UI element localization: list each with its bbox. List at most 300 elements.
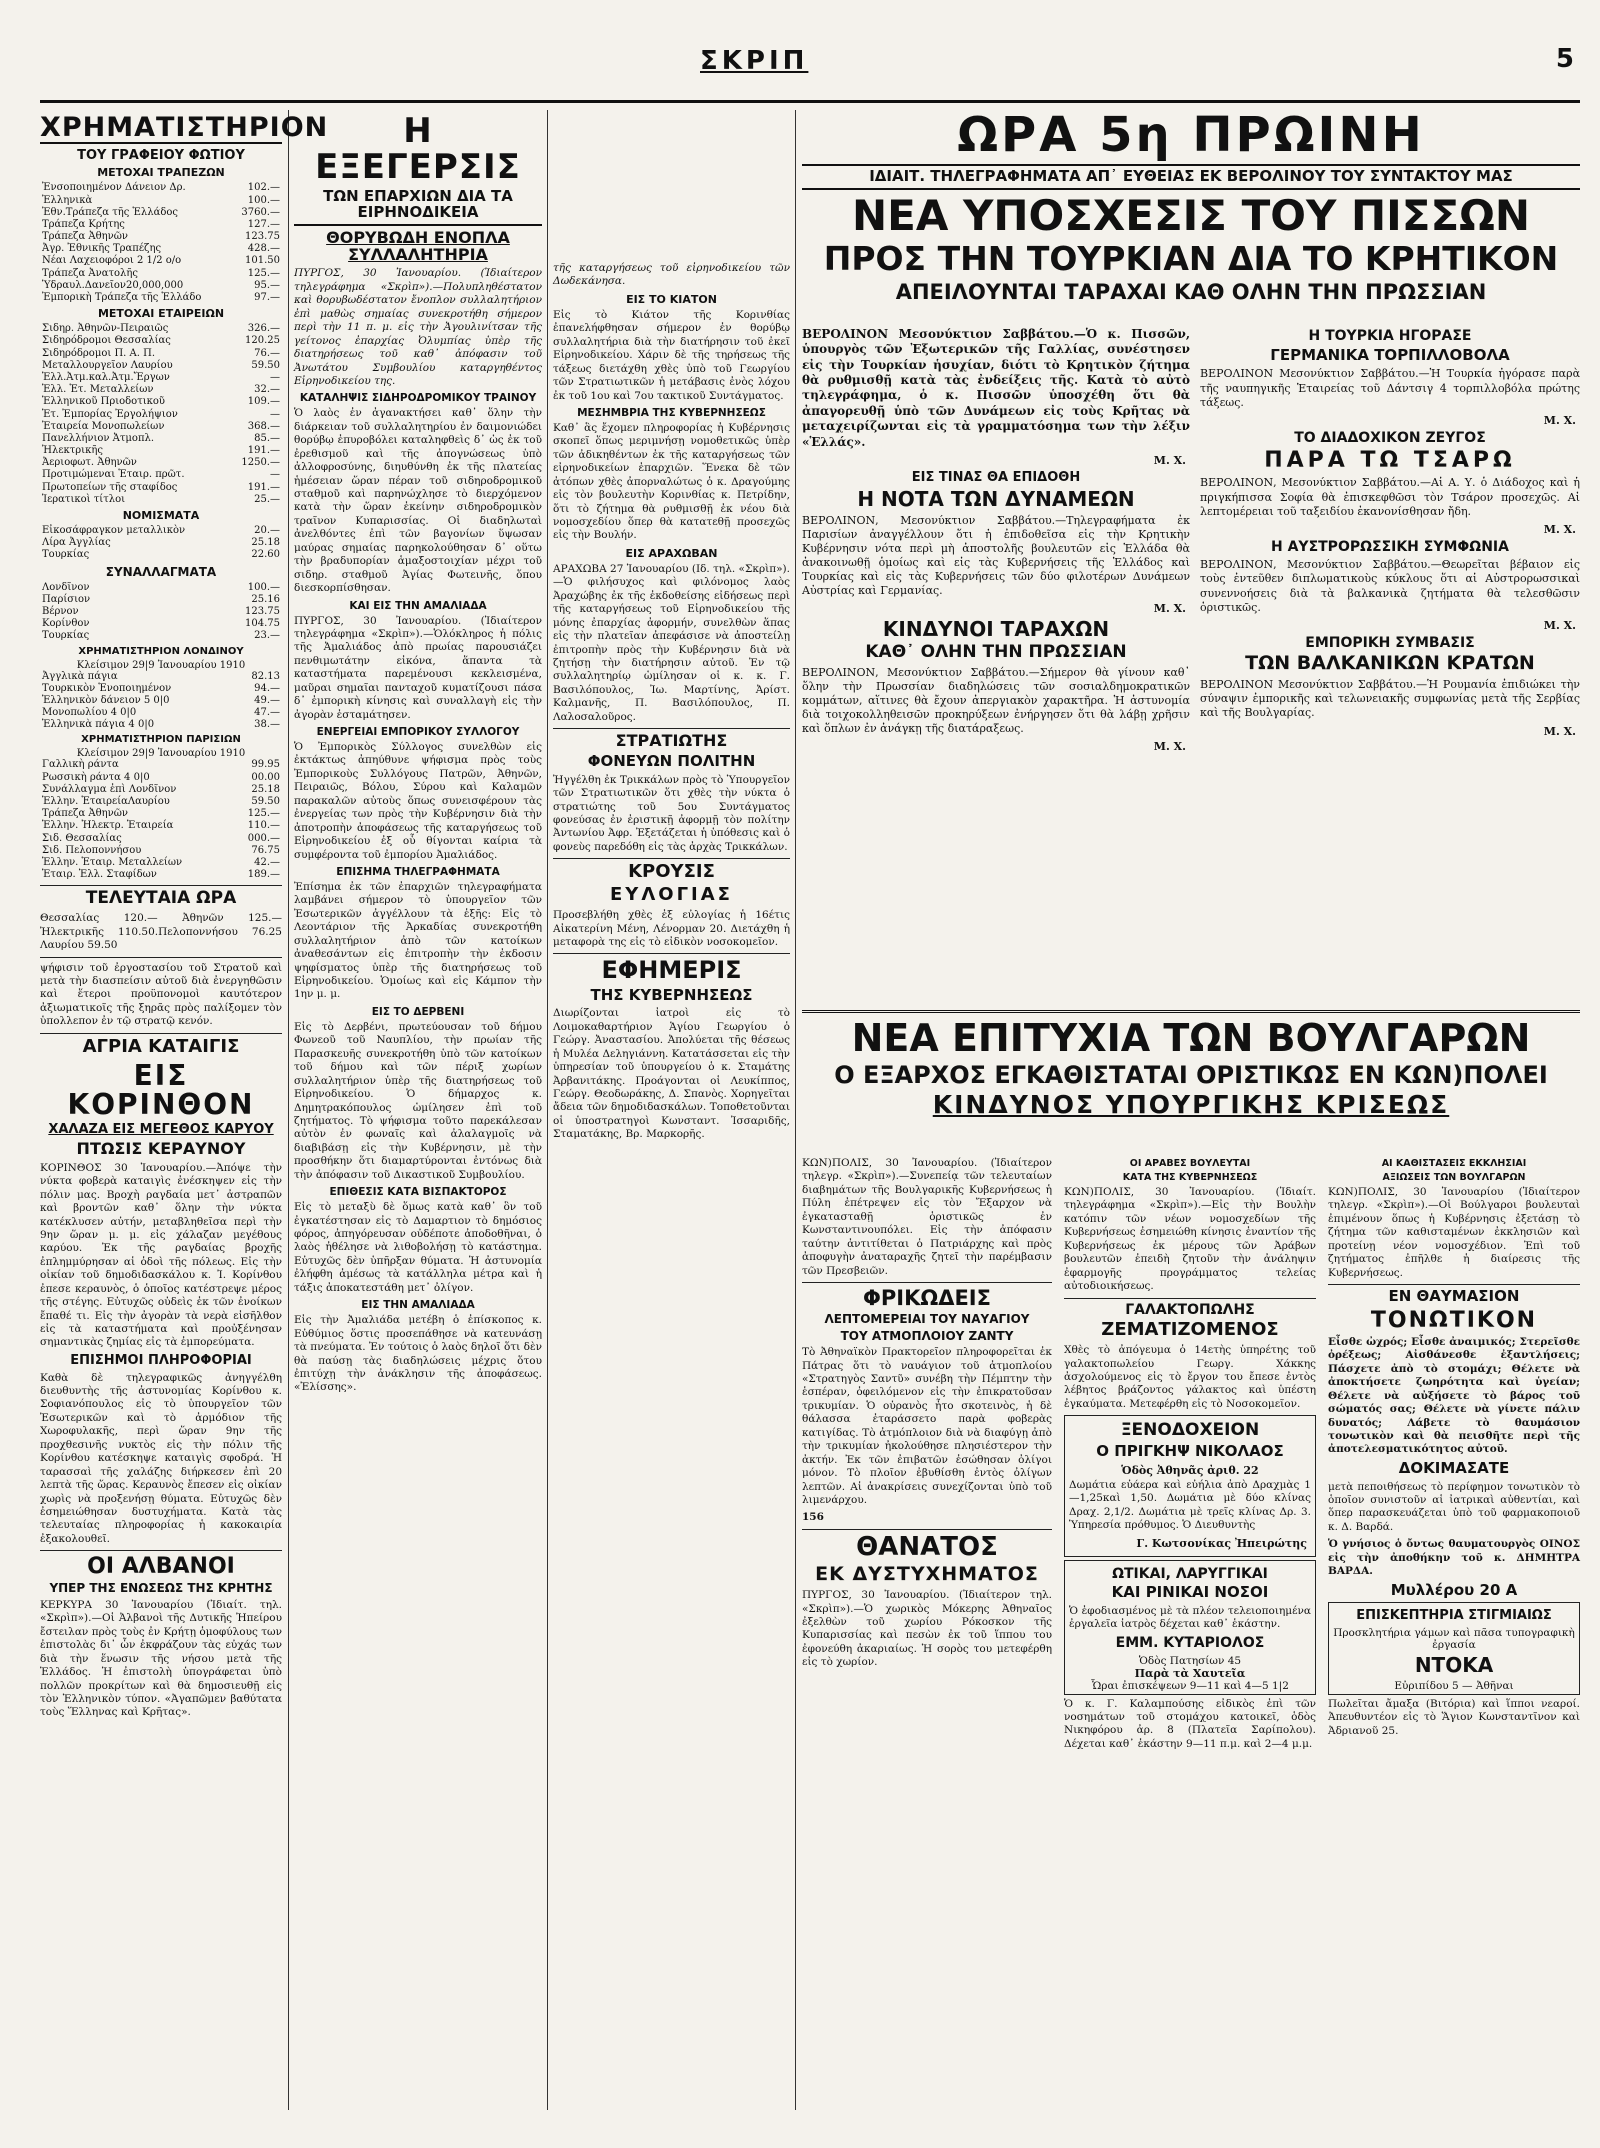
rate-row bbox=[40, 820, 282, 832]
bulg-heading: ΑΙ ΚΑΘΙΣΤΑΣΕΙΣ ΕΚΚΛΗΣΙΑΙ bbox=[1381, 1158, 1527, 1169]
col3-top-body: τῆς καταργήσεως τοῦ εἰρηνοδικείου τῶν Δωδεκάνησα. bbox=[553, 262, 790, 288]
rate-row bbox=[40, 457, 282, 469]
note-body: ΒΕΡΟΛΙΝΟΝ, Μεσονύκτιον Σαββάτου.—Τηλεγραφήματα ἐκ Παρισίων ἀναγγέλλουν ὅτι ἡ ἐπιδοθεῖσα εἰς τὴν Κρητικὴν Κυβέρνησιν νότα περὶ μὴ ἀποστολῆς βουλευτῶν εἰς Ἑλλάδα θὰ ἀνακοινωθῇ ὁμοίως καὶ εἰς τὰς Κυβερνήσεις τῆς Ἑλλάδος καὶ Τουρκίας καὶ εἰς τὰς Κυβερνήσεις τῶν δύο φιλοτέρων Δυνάμεων Αὐστρίας καὶ Γερμανίας. bbox=[802, 513, 1190, 597]
ent-body: Ὁ ἐφοδιασμένος μὲ τὰ πλέον τελειοποιημένα ἐργαλεῖα ἰατρὸς δέχεται καθ᾽ ἑκάστην. bbox=[1069, 1605, 1311, 1631]
stomach-body: Ὁ κ. Γ. Καλαμπούσης εἰδικὸς ἐπὶ τῶν νοσημάτων τοῦ στομάχου κατοικεῖ, ὁδὸς Νικηφόρου ἀρ. 8 (Πλατεῖα Σαρίπολου). Δέχεται καθ᾽ ἑκάστην 9—11 π.μ. καὶ 2—4 μ.μ. bbox=[1064, 1697, 1316, 1750]
try-body: μετὰ πεποιθήσεως τὸ περίφημον τονωτικὸν τὸ ὁποῖον συνιστοῦν αἱ ἰατρικαὶ αὐθεντίαι, καὶ ὅπερ παρασκευάζεται ὑπὸ τοῦ φαρμακοποιοῦ κ. Δ. Βαρδά. bbox=[1328, 1480, 1580, 1533]
gazette-heading: ΕΦΗΜΕΡΙΣ bbox=[601, 956, 742, 985]
rate-value: 104.75 bbox=[245, 618, 280, 630]
cards-ad bbox=[1328, 1602, 1580, 1695]
bulgarian-body-1: ΚΩΝ)ΠΟΛΙΣ, 30 Ἰανουαρίου. (Ἰδιαίτερον τηλεγρ. «Σκρὶπ»).—Συνεπείᾳ τῶν τελευταίων διαβημάτων τῆς Βουλγαρικῆς Κυβερνήσεως ἡ Πύλη ἐπέτρεψεν εἰς τὸν Ἔξαρχον νὰ ἐγκατασταθῇ ὁριστικῶς ἐν Κωνσταντινουπόλει. Εἰς τὴν ἀπόφασιν ταύτην ἀντιτίθεται ὁ Πατριάρχης καὶ πρὸς ἀποφυγὴν ἀναταραχῆς ζητεῖ τὴν παρέμβασιν τῶν Πρεσβειῶν. bbox=[802, 1157, 1052, 1277]
rate-value: 1250.— bbox=[241, 457, 280, 469]
rate-name: Ἐταιρεία Μονοπωλείων bbox=[42, 420, 165, 432]
amaliada-body: ΠΥΡΓΟΣ, 30 Ἰανουαρίου. (Ἰδιαίτερον τηλεγράφημα «Σκρὶπ»).—Ὁλόκληρος ἡ πόλις τῆς Ἀμαλιάδος ἀπὸ πρωίας παρουσιάζει πενθιμωτάτην εἰκόνα, ἅπαντα τὰ καταστήματα παρεμένουσι κεκλεισμένα, μαῦραι σημαῖαι πανταχοῦ κυματίζουσι πάσα δ᾽ ἐμπορικὴ κίνησις καὶ συναλλαγὴ εἰς τὴν ἀγορὰν ἐσταμάτησεν. bbox=[294, 614, 542, 721]
soldier-heading: ΣΤΡΑΤΙΩΤΗΣ bbox=[615, 731, 728, 751]
ent-doctor-name: ΕΜΜ. ΚΥΤΑΡΙΟΛΟΣ bbox=[1115, 1634, 1265, 1651]
try-heading: ΔΟΚΙΜΑΣΑΤΕ bbox=[1398, 1458, 1510, 1477]
zante-heading-2: ΛΕΠΤΟΜΕΡΕΙΑΙ ΤΟΥ ΝΑΥΑΓΙΟΥ bbox=[824, 1311, 1030, 1326]
newspaper-name: ΣΚΡΙΠ bbox=[700, 46, 809, 76]
column-rule bbox=[288, 110, 289, 2110]
rate-row bbox=[40, 537, 282, 549]
note-heading-2: Η ΝΟΤΑ ΤΩΝ ΔΥΝΑΜΕΩΝ bbox=[857, 486, 1135, 511]
rate-row bbox=[40, 869, 282, 881]
head-prussia-unrest: ΑΠΕΙΛΟΥΝΤΑΙ ΤΑΡΑΧΑΙ ΚΑΘ ΟΛΗΝ ΤΗΝ ΠΡΩΣΣΙΑΝ bbox=[895, 279, 1487, 304]
paris-table bbox=[40, 759, 282, 881]
rate-row bbox=[40, 594, 282, 606]
miracle-heading: ΕΝ ΘΑΥΜΑΣΙΟΝ bbox=[1388, 1287, 1520, 1306]
rate-value: 125.— bbox=[247, 808, 280, 820]
rate-name: Μεταλλουργεῖον Λαυρίου bbox=[42, 359, 173, 371]
newspaper-page bbox=[40, 40, 1580, 2120]
rate-name: Σιδηρόδρομοι Θεσσαλίας bbox=[42, 335, 171, 347]
rate-value: 22.60 bbox=[251, 549, 280, 561]
cards-body: Προσκλητήρια γάμων καὶ πᾶσα τυπογραφικὴ ἐργασία bbox=[1333, 1627, 1575, 1652]
rate-row bbox=[40, 630, 282, 642]
ent-hours: Ὧραι ἐπισκέψεων 9—11 καὶ 4—5 1|2 bbox=[1091, 1679, 1289, 1692]
rate-value: 82.13 bbox=[251, 670, 280, 682]
signature: Μ. Χ. bbox=[1153, 453, 1186, 467]
rate-value: 76.75 bbox=[251, 844, 280, 856]
rate-value: 127.— bbox=[247, 218, 280, 230]
rate-name: Ἑτ. Ἐμπορίας Ἐργολήψιον bbox=[42, 408, 178, 420]
rate-value: 23.— bbox=[254, 630, 280, 642]
rate-value: 102.— bbox=[247, 182, 280, 194]
rate-name: Ἠλεκτρικῆς bbox=[42, 445, 103, 457]
berlin-right-column bbox=[1200, 325, 1580, 742]
rate-name: Εἰκοσάφραγκον μεταλλικὸν bbox=[42, 525, 186, 537]
rate-value: 3760.— bbox=[241, 206, 280, 218]
rate-row bbox=[40, 695, 282, 707]
rate-row bbox=[40, 231, 282, 243]
couple-heading-2: ΠΑΡΑ ΤΩ ΤΣΑΡΩ bbox=[1264, 448, 1516, 474]
rate-row bbox=[40, 606, 282, 618]
signature: Μ. Χ. bbox=[1543, 724, 1576, 738]
rate-value: — bbox=[270, 469, 280, 481]
rate-value: 120.25 bbox=[245, 335, 280, 347]
rate-name: Ἀεριοφωτ. Ἀθηνῶν bbox=[42, 457, 137, 469]
official-body: Καθὰ δὲ τηλεγραφικῶς ἀνηγγέλθη διευθυντὴς τῆς ἀστυνομίας Κορίνθου κ. Σοφιανόπουλος εἰς τὸ ὑπουργεῖον τῶν Ἐσωτερικῶν καὶ τὸ ἀρμόδιον τῆς Χωροφυλακῆς, περὶ ὥραν 9ην τῆς προχθεσινῆς νυκτὸς εἰς τὴν πόλιν τῆς Κορίνθου κατέσκηψε καταιγὶς σφοδρά. Ἡ ταρασσαὶ τῆς χαλάζης διήρκεσεν ἐπὶ 20 λεπτὰ τῆς ὥρας. Κεραυνὸς ἔπεσεν εἰς οἰκίαν χωρὶς νὰ προξενήσῃ θύματα. Εὐτυχῶς δὲν ἐσημειώθησαν δυστυχήματα. Κατὰ τὰς τελευταίας πληροφορίας ἡ κακοκαιρία ἐξακολουθεῖ. bbox=[40, 1371, 282, 1545]
wine-text: Ὁ γνήσιος ὁ ὄντως θαυματουργὸς ΟΙΝΟΣ εἰς τὴν ἀποθήκην τοῦ κ. ΔΗΜΗΤΡΑ ΒΑΡΔΑ. bbox=[1328, 1538, 1580, 1578]
rate-row bbox=[40, 671, 282, 683]
soldier-body: Ἠγγέλθη ἐκ Τρικκάλων πρὸς τὸ Ὑπουργεῖον τῶν Στρατιωτικῶν ὅτι χθὲς τὴν νύκτα ὁ στρατιώτης τοῦ 5ου Συντάγματος φονεύσας ἐν ἐριστικῇ ἀφορμῇ τὸν πολίτην Ἀντωνίου Ἀφρ. Ἐξετάζεται ἡ ὑπόθεσις καὶ ὁ φονεὺς παρεδόθη εἰς τὰς ἀρχὰς Τρικκάλων. bbox=[553, 773, 790, 853]
currency-table bbox=[40, 525, 282, 562]
rate-value: 25.— bbox=[254, 493, 280, 505]
rate-name: Ἀγρ. Ἐθνικῆς Τραπέζης bbox=[42, 243, 162, 255]
storm-title-3: ΧΑΛΑΖΑ ΕΙΣ ΜΕΓΕΘΟΣ ΚΑΡΥΟΥ bbox=[48, 1122, 274, 1138]
rate-row bbox=[40, 618, 282, 630]
rate-value: 97.— bbox=[254, 292, 280, 304]
bulg-heading-2: ΑΞΙΩΣΕΙΣ ΤΩΝ ΒΟΥΛΓΑΡΩΝ bbox=[1382, 1172, 1526, 1183]
hotel-address: Ὁδὸς Ἀθηνᾶς ἀριθ. 22 bbox=[1121, 1463, 1259, 1477]
bulgarian-block bbox=[802, 1010, 1580, 1122]
rate-name: Ἑταιρ. Ἑλλ. Σταφίδων bbox=[42, 869, 157, 881]
rate-value: 101.50 bbox=[245, 255, 280, 267]
column-telegrams bbox=[802, 107, 1580, 2110]
rate-row bbox=[40, 525, 282, 537]
gazette-body: Διωρίζονται ἰατροὶ εἰς τὸ Λοιμοκαθαρτήριον Ἁγίου Γεωργίου ὁ Γεώργ. Ἀναστασίου. Ἀπολύεται τῆς θέσεως ἡ Μυλέα Δεληγιάννη. Κατατάσσεται εἰς τὴν ὑπηρεσίαν τοῦ ὑπουργείου ὁ κ. Σταμάτης Ἀρβανιτάκης. Προάγονται οἱ Λευκίππος, Γεώργ. Θεοδωράκης, Δ. Σπανὸς. Χορηγεῖται ἄδεια τῶν δημοδιδασκάλων. Τοποθετοῦνται οἱ ὑποστρατηγοὶ Κωνσταντ. Ἰσσαριδῆς, Σταματάκης, Βρ. Μαρκορῆς. bbox=[553, 1007, 790, 1141]
storm-title-4: ΠΤΩΣΙΣ ΚΕΡΑΥΝΟΥ bbox=[76, 1139, 246, 1158]
rate-value: 109.— bbox=[247, 396, 280, 408]
death-heading: ΘΑΝΑΤΟΣ bbox=[856, 1531, 998, 1562]
rate-value: 110.— bbox=[247, 820, 280, 832]
rate-name: Ἑλλην. Ἑταιρ. Μεταλλείων bbox=[42, 856, 183, 868]
rate-row bbox=[40, 857, 282, 869]
rate-name: Ἑλλην. Ἠλεκτρ. Ἑταιρεία bbox=[42, 820, 174, 832]
zante-heading: ΦΡΙΚΩΔΕΙΣ bbox=[863, 1285, 991, 1310]
rate-value: 326.— bbox=[247, 323, 280, 335]
rate-name: Σιδηρόδρομοι Π. Α. Π. bbox=[42, 347, 155, 359]
rate-value: 125.— bbox=[247, 267, 280, 279]
london-title: ΧΡΗΜΑΤΙΣΤΗΡΙΟΝ ΛΟΝΔΙΝΟΥ bbox=[78, 645, 244, 657]
exchange-section-title: ΣΥΝΑΛΛΑΓΜΑΤΑ bbox=[105, 564, 217, 579]
rate-row bbox=[40, 323, 282, 335]
rate-row bbox=[40, 833, 282, 845]
rate-row bbox=[40, 292, 282, 304]
rate-name: Προτιμώμεναι Ἑταιρ. πρῶτ. bbox=[42, 469, 185, 481]
column-rule bbox=[547, 110, 548, 2110]
rate-row bbox=[40, 683, 282, 695]
rate-value: 47.— bbox=[254, 707, 280, 719]
wine-address: Μυλλέρου 20 Α bbox=[1390, 1580, 1518, 1599]
miracle-heading-2: ΤΟΝΩΤΙΚΟΝ bbox=[1370, 1307, 1538, 1333]
train-body: Ὁ λαὸς ἐν ἀγανακτήσει καθ᾽ ὅλην τὴν διάρκειαν τοῦ συλλαλητηρίου ἐν δαιμονιώδει θορύβῳ ἐπυροβόλει καταληφθεὶς δ᾽ ὡς ἐκ τοῦ ἐρεθισμοῦ καὶ τῆς ἀπογνώσεως ὑπὸ ἀλλοφροσύνης, διηυθύνθη ἐκ τῆς πλατείας ἡμέσειαν ὥραν πέραν τοῦ σιδηροδρομικοῦ σταθμοῦ καὶ παρηνώχλησε τὸ διερχόμενον κατὰ τὴν ὥραν ἐκείνην σιδηροδρομικὸν τραῖνον Κυπαρισσίας. Οἱ διαδηλωταὶ ἀνελθόντες ἐπὶ τῶν βαγονίων ὕψωσαν μαύρας σημαίας παρηκολούθησαν δ᾽ οὕτω τὴν βραδυπορίαν ἁμαξοστοιχίαν μέχρι τοῦ σιδηρ. σταθμοῦ Ἀγίας Φωτεινῆς, ὅπου διεσκορπίσθησαν. bbox=[294, 407, 542, 595]
turkey-heading-2: ΓΕΡΜΑΝΙΚΑ ΤΟΡΠΙΛΛΟΒΟΛΑ bbox=[1270, 345, 1510, 364]
main-subtitle: ΙΔΙΑΙΤ. ΤΗΛΕΓΡΑΦΗΜΑΤΑ ΑΠ᾽ ΕΥΘΕΙΑΣ ΕΚ ΒΕΡΟΛΙΝΟΥ ΤΟΥ ΣΥΝΤΑΚΤΟΥ ΜΑΣ bbox=[802, 164, 1580, 190]
paris-title: ΧΡΗΜΑΤΙΣΤΗΡΙΟΝ ΠΑΡΙΣΙΩΝ bbox=[81, 734, 241, 746]
bulgarian-heading: ΝΕΑ ΕΠΙΤΥΧΙΑ ΤΩΝ ΒΟΥΛΓΑΡΩΝ bbox=[851, 1016, 1531, 1060]
rate-name: Ἑλλην. ἙταιρείαΛαυρίου bbox=[42, 796, 170, 808]
turkey-heading: Η ΤΟΥΡΚΙΑ ΗΓΟΡΑΣΕ bbox=[1308, 328, 1472, 344]
amaliada2-heading: ΕΙΣ ΤΗΝ ΑΜΑΛΙΑΔΑ bbox=[361, 1299, 475, 1312]
uprising-lead: ΠΥΡΓΟΣ, 30 Ἰανουαρίου. (Ἰδιαίτερον τηλεγράφημα «Σκρὶπ»).—Πολυπληθέστατον καὶ θορυβωδέστατον ἔνοπλον συλλαλητήριον ἐπὶ μαθὼς σημαίας συνεκροτήθη σήμερον περὶ τὴν 11 π. μ. εἰς τὴν Ἀγουλινίτσαν τῆς γείτονος ἐπαρχίας Ὀλυμπίας ὑπὲρ τῆς διατηρήσεως τοῦ καθ᾽ ἀπόφασιν τοῦ Ἀνωτάτου Συμβουλίου καταργηθέντος Εἰρηνοδικείου της. bbox=[294, 267, 542, 387]
trade-heading: ΕΜΠΟΡΙΚΗ ΣΥΜΒΑΣΙΣ bbox=[1305, 634, 1475, 651]
trade-body: ΒΕΡΟΛΙΝΟΝ Μεσονύκτιον Σαββάτου.—Ἡ Ρουμανία ἐπιδιώκει τὴν σύναψιν ἐμπορικῆς καὶ τελωνειακῆς συμφωνίας μετὰ τῆς Σερβίας καὶ τῆς Βουλγαρίας. bbox=[1200, 678, 1580, 720]
rate-row bbox=[40, 796, 282, 808]
column-news bbox=[553, 260, 790, 2110]
cables-body: Ἐπίσημα ἐκ τῶν ἐπαρχιῶν τηλεγραφήματα λαμβάνει σήμερον τὸ ὑπουργεῖον τῶν Ἐσωτερικῶν ἀγγέλλουν τὰ ἑξῆς: Εἰς τὸ Λεοντάριον τῆς Ἀρκαδίας συνεκροτήθη συλλαλητήριον ἀπὸ τῶν κατοίκων ἀναθεσάντων εἰς ἐπιτροπὴν τὴν ἐκδοσιν ψηφίσματος ὑπὲρ τῆς διατηρήσεως τοῦ Εἰρηνοδικείου. Ὁμοίως καὶ εἰς Κάμπον τὴν 1ην μ. μ. bbox=[294, 880, 542, 1001]
rate-value: 100.— bbox=[247, 581, 280, 593]
rate-value: 59.50 bbox=[251, 359, 280, 371]
column-uprising bbox=[294, 110, 542, 2110]
rate-name: Λίρα Ἀγγλίας bbox=[42, 537, 111, 549]
rate-value: 49.— bbox=[254, 694, 280, 706]
signature: Μ. Χ. bbox=[1153, 740, 1186, 754]
rate-row bbox=[40, 582, 282, 594]
rate-value: 00.00 bbox=[251, 771, 280, 783]
rate-value: 189.— bbox=[247, 869, 280, 881]
column-stock-exchange bbox=[40, 110, 329, 2110]
rate-name: Νέαι Λαχειοφόροι 2 1/2 ο/ο bbox=[42, 255, 182, 267]
milk-body: Χθὲς τὸ ἀπόγευμα ὁ 14ετὴς ὑπηρέτης τοῦ γαλακτοπωλείου Γεωργ. Χάκκης ἀσχολούμενος εἰς τὸ ἔργον του ἔπεσε ἐντὸς λέβητος βράζοντος γάλακτος καὶ ὑπέστη ἐγκαύματα. Μετεφέρθη εἰς τὸ Νοσοκομεῖον. bbox=[1064, 1344, 1316, 1410]
banks-table bbox=[40, 182, 282, 304]
albanians-title-2: ΥΠΕΡ ΤΗΣ ΕΝΩΣΕΩΣ ΤΗΣ ΚΡΗΤΗΣ bbox=[49, 1581, 273, 1596]
arab-heading: ΟΙ ΑΡΑΒΕΣ ΒΟΥΛΕΥΤΑΙ bbox=[1129, 1158, 1251, 1169]
bulgarian-col-2 bbox=[1064, 1155, 1316, 1755]
miracle-body: Εἶσθε ὠχρός; Εἶσθε ἀναιμικός; Στερεῖσθε ὀρέξεως; Αἰσθάνεσθε ἐξαντλήσεις; Πάσχετε ἀπὸ τὸ στομάχι; Θέλετε νὰ ἀποκτήσετε ζωηρότητα καὶ ὑγείαν; Θέλετε νὰ αὐξήσετε τὸ βάρος τοῦ σώματός σας; Θέλετε νὰ γίνετε πάλιν δυνατός; Λάβετε τὸ θαυμάσιον τονωτικὸν καὶ θὰ πεισθῆτε περὶ τῆς ἀποτελεσματικότητος αὐτοῦ. bbox=[1328, 1335, 1580, 1456]
rate-name: Ἐλληνικὰ bbox=[42, 194, 93, 206]
rate-name: Συνάλλαγμα ἐπὶ Λονδῖνον bbox=[42, 783, 177, 795]
amaliada2-body: Εἰς τὴν Ἀμαλιάδα μετέβη ὁ ἐπίσκοπος κ. Εὐθύμιος ὅστις προσεπάθησε νὰ κατευνάσῃ τὰ πνεύματα. Ἐν τούτοις ὁ λαὸς δηλοῖ ὅτι δὲν θὰ παύσῃ τὰς διαδηλώσεις μέχρις ὅτου ἐπιτύχῃ τὴν ἀνάκλησιν τῆς ἀποφάσεως. «Ἐλίσσης». bbox=[294, 1314, 542, 1394]
death-heading-2: ΕΚ ΔΥΣΤΥΧΗΜΑΤΟΣ bbox=[815, 1563, 1039, 1586]
page-number: 5 bbox=[1555, 44, 1574, 74]
rate-row bbox=[40, 207, 282, 219]
rate-row bbox=[40, 396, 282, 408]
bulgarian-col-1 bbox=[802, 1155, 1052, 1674]
rate-name: Κορίνθον bbox=[42, 618, 90, 630]
pact-body: ΒΕΡΟΛΙΝΟΝ, Μεσονύκτιον Σαββάτου.—Θεωρεῖται βέβαιον εἰς τοὺς ἐντεῦθεν διπλωματικοὺς κύκλους ὅτι αἱ Αὐστρορωσσικαὶ συνεννοήσεις διὰ τὰ βαλκανικὰ ζητήματα θὰ τελεσθῶσιν ὁριστικῶς. bbox=[1200, 558, 1580, 614]
rate-value: 20.— bbox=[254, 525, 280, 537]
amaliada-heading: ΚΑΙ ΕΙΣ ΤΗΝ ΑΜΑΛΙΑΔΑ bbox=[349, 599, 487, 612]
rate-row bbox=[40, 182, 282, 194]
traders-heading: ΕΝΕΡΓΕΙΑΙ ΕΜΠΟΡΙΚΟΥ ΣΥΛΛΟΓΟΥ bbox=[316, 726, 520, 739]
rate-row bbox=[40, 772, 282, 784]
rate-name: Τράπεζα Κρήτης bbox=[42, 218, 125, 230]
rate-value: 25.16 bbox=[251, 593, 280, 605]
rate-name: Τουρκικὸν Ἑνοποιημένον bbox=[42, 682, 172, 694]
gov-body: Καθ᾽ ἃς ἔχομεν πληροφορίας ἡ Κυβέρνησις σκοπεῖ ὅπως μεριμνήσῃ νομοθετικῶς ὑπὲρ τῶν ἀδικηθέντων ἐκ τῆς καταργήσεως τῶν εἰρηνοδικείων ἐπαρχιῶν. Ἕνεκα δὲ τῶν ἀτόπων χθὲς ἀπορναλώτως ὁ κ. Δραγούμης εἰς τὸν βουλευτὴν Κορινθίας κ. Πετρίδην, ὅτι τὸ ζήτημα θὰ ρυθμισθῇ ἐκ νέου διὰ νομοσχεδίου ὅπερ θὰ κατατεθῇ προσεχῶς εἰς τὴν Βουλήν. bbox=[553, 421, 790, 542]
rate-name: Τουρκίας bbox=[42, 549, 90, 561]
uprising-title-2: ΤΩΝ ΕΠΑΡΧΙΩΝ ΔΙΑ ΤΑ ΕΙΡΗΝΟΔΙΚΕΙΑ bbox=[294, 189, 542, 226]
rate-row bbox=[40, 808, 282, 820]
rate-name: Ἑλληνικοῦ Πριοδοτικοῦ bbox=[42, 396, 165, 408]
head-turkey-cretan: ΠΡΟΣ ΤΗΝ ΤΟΥΡΚΙΑΝ ΔΙΑ ΤΟ ΚΡΗΤΙΚΟΝ bbox=[823, 239, 1559, 279]
couple-body: ΒΕΡΟΛΙΝΟΝ, Μεσονύκτιον Σαββάτου.—Αἱ Α. Υ. ὁ Διάδοχος καὶ ἡ πριγκήπισσα Σοφία θὰ ἐπισκεφθῶσι τὸν Τσάρον προσεχῶς. Αἱ λεπτομέρειαι τοῦ ταξειδίου ἐκανονίσθησαν ἤδη. bbox=[1200, 476, 1580, 518]
gov-heading: ΜΕΣΗΜΒΡΙΑ ΤΗΣ ΚΥΒΕΡΝΗΣΕΩΣ bbox=[577, 406, 766, 419]
rate-row bbox=[40, 759, 282, 771]
rate-name: Τράπεζα Ἀθηνῶν bbox=[42, 808, 128, 820]
last-hour-title: ΤΕΛΕΥΤΑΙΑ ΩΡΑ bbox=[85, 888, 237, 909]
danger-body: ΒΕΡΟΛΙΝΟΝ, Μεσονύκτιον Σαββάτου.—Σήμερον θὰ γίνουν καθ᾽ ὅλην τὴν Πρωσσίαν διαδηλώσεις τῶν σοσιαλδημοκρατικῶν κομμάτων, αἵτινες θὰ ἔχουν ἀπεργιακὸν χαρακτῆρα. Ἡ ἀστυνομία διὰ τοιχοκολληθεισῶν προκηρύξεων ἐνήργησεν ὅτι θὰ λάβῃ χρῆσιν καὶ ὅπλων ἐν ἀνάγκῃ τῆς διατάραξεως. bbox=[802, 665, 1190, 736]
head-pissons: ΝΕΑ ΥΠΟΣΧΕΣΙΣ ΤΟΥ ΠΙΣΣΩΝ bbox=[851, 191, 1531, 241]
traders-body: Ὁ Ἐμπορικὸς Σύλλογος συνελθὼν εἰς ἐκτάκτως ἀπηύθυνε ψήφισμα πρὸς τοὺς Ἐμπορικοὺς Συλλόγους Πατρῶν, Ἀθηνῶν, Πειραιῶς, Βόλου, Σύρου καὶ Καλαμῶν παρακαλῶν αὐτοὺς ὅπως συνεισφέρουν τὰς ἐνεργείας των πρὸς τὴν Κυβέρνησιν διὰ τὴν ἀποτροπὴν ἀποφάσεως τῆς καταργήσεως τοῦ Εἰρηνοδικείου ἐξ οὗ θίγονται καίρια τὰ συμφέροντα τοῦ ἐμπορίου Ἀμαλιάδος. bbox=[294, 741, 542, 861]
rate-row bbox=[40, 360, 282, 372]
rate-value: 95.— bbox=[254, 279, 280, 291]
masthead bbox=[40, 40, 1580, 103]
danger-heading: ΚΙΝΔΥΝΟΙ ΤΑΡΑΧΩΝ bbox=[882, 616, 1110, 641]
rate-row bbox=[40, 243, 282, 255]
exchange-table bbox=[40, 582, 282, 643]
uprising-title-3: ΘΟΡΥΒΩΔΗ ΕΝΟΠΛΑ ΣΥΛΛΑΛΗΤΗΡΙΑ bbox=[326, 227, 510, 264]
signature: Μ. Χ. bbox=[1543, 413, 1576, 427]
stock-exchange-subtitle: ΤΟΥ ΓΡΑΦΕΙΟΥ ΦΩΤΙΟΥ bbox=[77, 148, 245, 164]
soldier-heading-2: ΦΟΝΕΥΩΝ ΠΟΛΙΤΗΝ bbox=[587, 751, 756, 770]
rate-row bbox=[40, 409, 282, 421]
albanians-body: ΚΕΡΚΥΡΑ 30 Ἰανουαρίου (Ἰδιαίτ. τηλ. «Σκρὶπ»).—Οἱ Ἀλβανοὶ τῆς Δυτικῆς Ἠπείρου ἔστειλαν πρὸς τοὺς ἐν Κρήτῃ ὁμοφύλους των ἐπιστολὰς δι᾽ ὧν ἐκφράζουν τὰς εὐχάς των διὰ τὴν ἕνωσιν τῆς νήσου μετὰ τῆς Ἑλλάδος. Ἡ ἐπιστολὴ ὑπογράφεται ὑπὸ πολλῶν προκρίτων καὶ θὰ δημοσιευθῇ εἰς τὸν Ἑλληνικὸν τύπον. «Ἀγαπῶμεν βαθύτατα τοὺς Ἕλληνας καὶ Κρῆτας». bbox=[40, 1598, 282, 1719]
bulgarian-col-3 bbox=[1328, 1155, 1580, 1742]
rate-name: Ἑλληνικὰ πάγια 4 0|0 bbox=[42, 719, 155, 731]
rate-value: 25.18 bbox=[251, 783, 280, 795]
rate-value: 99.95 bbox=[251, 759, 280, 771]
rate-name: Σιδ. Πελοποννήσου bbox=[42, 844, 142, 856]
derveni-heading: ΕΙΣ ΤΟ ΔΕΡΒΕΝΙ bbox=[371, 1005, 465, 1018]
arab-heading-2: ΚΑΤΑ ΤΗΣ ΚΥΒΕΡΝΗΣΕΩΣ bbox=[1122, 1172, 1258, 1183]
milk-heading: ΓΑΛΑΚΤΟΠΩΛΗΣ bbox=[1125, 1301, 1255, 1318]
london-date: Κλείσιμον 29|9 Ἰανουαρίου 1910 bbox=[76, 659, 246, 671]
death-body: ΠΥΡΓΟΣ, 30 Ἰανουαρίου. (Ἰδιαίτερον τηλ. «Σκρὶπ»).—Ὁ χωρικὸς Μόκερης Ἀθηναῖος ἐξελθὼν τοῦ χωρίου Ρόκοσκον τῆς Κυπαρισσίας καὶ πεσὼν ἐκ τοῦ ἵππου του ἐφονεύθη ἀκαριαίως. Ἡ σορὸς του μετεφέρθη εἰς τὸ χωρίον. bbox=[802, 1589, 1052, 1669]
zante-count: 156 bbox=[802, 1511, 824, 1524]
kiaton-body: Εἰς τὸ Κιάτον τῆς Κορινθίας ἐπανελήφθησαν σήμερον ἐν θορύβῳ συλλαλητήρια διὰ τὴν διατήρησιν τοῦ ἐκεῖ Εἰρηνοδικείου. Χάριν δὲ τῆς τηρήσεως τῆς τάξεως διετάχθη χθὲς ὑπὸ τοῦ Γεωργίου τῶν Στρατιωτικῶν ἡ μετάβασις ἐνὸς λόχου ἐκ τοῦ 1ου καὶ 7ου τακτικοῦ Συντάγματος. bbox=[553, 308, 790, 402]
uprising-title: Η ΕΞΕΓΕΡΣΙΣ bbox=[315, 111, 521, 187]
rate-row bbox=[40, 195, 282, 207]
companies-table bbox=[40, 323, 282, 506]
signature: Μ. Χ. bbox=[1543, 618, 1576, 632]
train-heading: ΚΑΤΑΛΗΨΙΣ ΣΙΔΗΡΟΔΡΟΜΙΚΟΥ ΤΡΑΙΝΟΥ bbox=[299, 392, 537, 405]
zante-heading-3: ΤΟΥ ΑΤΜΟΠΛΟΙΟΥ ΖΑΝΤΥ bbox=[840, 1328, 1014, 1343]
storm-body: ΚΟΡΙΝΘΟΣ 30 Ἰανουαρίου.—Ἀπόψε τὴν νύκτα φοβερὰ καταιγὶς ἐνέσκηψεν εἰς τὴν πόλιν μας. Βροχὴ ραγδαία μετ᾽ ἀστραπῶν καὶ βροντῶν καθ᾽ ὅλην τὴν νύκτα κατέκλυσεν αὐτήν, μεταβληθεῖσα περὶ τὴν 9ην ὥραν μ. μ. εἰς χάλαζαν μεγέθους καρύου. Ἐκ τῆς ραγδαίας βροχῆς ἐπλημμύρησαν αἱ ὁδοὶ τῆς πόλεως. Εἰς τὴν οἰκίαν τοῦ δημοδιδασκάλου κ. Ἰ. Κορίνθου ἐπεσε κεραυνὸς, ὁ ὁποῖος κατέστρεψε μέρος τῆς στέγης. Εὐτυχῶς οὐδεὶς ἐκ τῶν ἐνοίκων ἔπαθέ τι. Εἰς τὴν ἀγορὰν τὰ νερὰ εἰσῆλθον εἰς τὰ καταστήματα καὶ προὐξένησαν σημαντικὰς ζημίας εἰς τὰ ἐμπορεύματα. bbox=[40, 1161, 282, 1349]
rate-row bbox=[40, 482, 282, 494]
kiaton-heading: ΕΙΣ ΤΟ ΚΙΑΤΟΝ bbox=[626, 292, 717, 306]
rate-name: Ἑλληνικὸν δάνειον 5 0|0 bbox=[42, 694, 170, 706]
rate-row bbox=[40, 719, 282, 731]
ent-sub: Παρὰ τὰ Χαυτεῖα bbox=[1134, 1666, 1246, 1680]
note-heading: ΕΙΣ ΤΙΝΑΣ ΘΑ ΕΠΙΔΟΘΗ bbox=[911, 469, 1081, 485]
rate-row bbox=[40, 784, 282, 796]
arachova-heading: ΕΙΣ ΑΡΑΧΩΒΑΝ bbox=[625, 546, 718, 560]
rate-row bbox=[40, 494, 282, 506]
rate-row bbox=[40, 384, 282, 396]
rate-row bbox=[40, 255, 282, 267]
hotel-signature: Γ. Κωτσονίκας Ἠπειρώτης bbox=[1136, 1536, 1307, 1550]
ent-heading-2: ΚΑΙ ΡΙΝΙΚΑΙ ΝΟΣΟΙ bbox=[1111, 1583, 1269, 1602]
arachova-body: ΑΡΑΧΩΒΑ 27 Ἰανουαρίου (Ιδ. τηλ. «Σκρὶπ»).—Ὁ φιλήσυχος καὶ φιλόνομος λαὸς Ἀραχώβης ἐκ τῆς ἐκδοθείσης εἰδήσεως περὶ τῆς καταργήσεως τοῦ Εἰρηνοδικείου τῆς μόνης ἐπαρχίας ἀφορμήν, συνελθὼν ἅπας εἰς τὴν πλατεῖαν ἀπεφάσισε νὰ ἀποστείλῃ ἐπιτροπὴν πρὸς τὴν Κυβέρνησιν διὰ νὰ ζητήσῃ τὴν διατήρησιν αὐτοῦ. Ἐν τῷ συλλαλητηρίῳ ὡμίλησαν οἱ κ. κ. Γ. Βασιλόπουλος, Ἰω. Μαρτίνης, Ἀρίστ. Καλμανῆς, Π. Βασιλόπουλος, Π. Λαλοσαλοῦρος. bbox=[553, 562, 790, 723]
couple-heading: ΤΟ ΔΙΑΔΟΧΙΚΟΝ ΖΕΥΓΟΣ bbox=[1294, 429, 1486, 446]
hotel-heading: ΞΕΝΟΔΟΧΕΙΟΝ bbox=[1120, 1420, 1260, 1441]
rate-row bbox=[40, 421, 282, 433]
signature: Μ. Χ. bbox=[1543, 522, 1576, 536]
milk-heading-2: ΖΕΜΑΤΙΖΟΜΕΝΟΣ bbox=[1101, 1319, 1279, 1341]
berlin-body: ΒΕΡΟΛΙΝΟΝ Μεσονύκτιον Σαββάτου.—Ὁ κ. Πισσῶν, ὑπουργὸς τῶν Ἐξωτερικῶν τῆς Γαλλίας, συνέστησεν εἰς τὴν Τουρκίαν ἡσυχίαν, διότι τὸ Κρητικὸν ζήτημα θὰ ρυθμισθῇ κατὰ τὰς ἐνδείξεις τῆς. Κατὰ τὸ αὐτὸ τηλεγράφημα, ὁ κ. Πισσῶν ὑποσχέθη ὅτι θὰ ἀπαγορευθῇ ὑπὸ τῶν Δυνάμεων εἰς τοὺς Κρῆτας νὰ μεταχειρίζωνται εἰς τὰ γραμματόσημα των τὴν λέξιν «Ἑλλάς». bbox=[802, 327, 1190, 449]
official-title: ΕΠΙΣΗΜΟΙ ΠΛΗΡΟΦΟΡΙΑΙ bbox=[70, 1352, 252, 1368]
rate-name: Λονδῖνον bbox=[42, 581, 90, 593]
rate-value: 100.— bbox=[247, 194, 280, 206]
companies-section-title: ΜΕΤΟΧΑΙ ΕΤΑΙΡΕΙΩΝ bbox=[97, 307, 225, 321]
rate-name: Παρίσιον bbox=[42, 593, 91, 605]
rate-name: Ἐθν.Τράπεζα τῆς Ἑλλάδος bbox=[42, 206, 179, 218]
rate-row bbox=[40, 549, 282, 561]
rate-row bbox=[40, 372, 282, 384]
rate-value: 191.— bbox=[247, 481, 280, 493]
cards-heading: ΕΠΙΣΚΕΠΤΗΡΙΑ ΣΤΙΓΜΙΑΙΩΣ bbox=[1356, 1608, 1552, 1624]
rate-name: Τράπεζα Ἀνατολῆς bbox=[42, 267, 138, 279]
trade-heading-2: ΤΩΝ ΒΑΛΚΑΝΙΚΩΝ ΚΡΑΤΩΝ bbox=[1245, 652, 1535, 675]
storm-title-2: ΕΙΣ ΚΟΡΙΝΘΟΝ bbox=[67, 1058, 255, 1121]
rate-row bbox=[40, 445, 282, 457]
cards-footer: Πωλεῖται ἄμαξα (Βιτόρια) καὶ ἵπποι νεαροί. Ἀπευθυντέον εἰς τὸ Ἅγιον Κωνσταντῖνον καὶ Ἀδριανοῦ 25. bbox=[1328, 1698, 1580, 1737]
rate-value: 38.— bbox=[254, 719, 280, 731]
banks-section-title: ΜΕΤΟΧΑΙ ΤΡΑΠΕΖΩΝ bbox=[97, 166, 225, 180]
rate-name: Ἀγγλικὰ πάγια bbox=[42, 670, 118, 682]
rate-value: 94.— bbox=[254, 682, 280, 694]
rate-value: 368.— bbox=[247, 420, 280, 432]
rate-value: 191.— bbox=[247, 445, 280, 457]
berlin-left-column bbox=[802, 325, 1190, 757]
rate-name: Ἐνσοποιημένον Δάνειον Δρ. bbox=[42, 182, 186, 194]
hotel-heading-2: Ο ΠΡΙΓΚΗΨ ΝΙΚΟΛΑΟΣ bbox=[1096, 1442, 1284, 1461]
rate-name: Τουρκίας bbox=[42, 630, 90, 642]
derveni-body: Εἰς τὸ Δερβένι, πρωτεύουσαν τοῦ δήμου Φωνεοῦ τοῦ Ναυπλίου, τὴν πρωίαν τῆς Παρασκευῆς συνεκροτήθη ὑπὸ τῶν κατοίκων τοῦ δήμου καὶ τῶν πέριξ χωρίων συλλαλητήριον ὑπὲρ τῆς διατηρήσεως τοῦ Εἰρηνοδικείου. Ὁ δήμαρχος κ. Δημητρακόπουλος ὡμίλησεν ἐπὶ τοῦ ζητήματος. Τὸ ψήφισμα τοῦτο παρεκάλεσαν αὐτὸν ἐν φωναῖς καὶ ἀλαλαγμοῖς νὰ διαβιβάσῃ εἰς τὴν Κυβέρνησιν, μὲ τὴν προσθήκην ὅτι διαμαρτύρονται ἐντόνως διὰ τὴν ἀπόφασιν τοῦ Δικαστικοῦ Συμβουλίου. bbox=[294, 1020, 542, 1181]
rate-row bbox=[40, 219, 282, 231]
rate-value: 123.75 bbox=[245, 605, 280, 617]
rate-row bbox=[40, 280, 282, 292]
paris-date: Κλείσιμον 29|9 Ἰανουαρίου 1910 bbox=[76, 748, 246, 760]
rate-name: Σιδ. Θεσσαλίας bbox=[42, 832, 122, 844]
rate-row bbox=[40, 469, 282, 481]
rate-value: 85.— bbox=[254, 432, 280, 444]
blessing-heading: ΚΡΟΥΣΙΣ bbox=[628, 861, 715, 883]
rate-value: — bbox=[270, 371, 280, 383]
main-title: ΩΡΑ 5η ΠΡΩΙΝΗ bbox=[957, 107, 1425, 163]
rate-row bbox=[40, 268, 282, 280]
gazette-heading-2: ΤΗΣ ΚΥΒΕΡΝΗΣΕΩΣ bbox=[590, 985, 753, 1004]
rate-value: 42.— bbox=[254, 856, 280, 868]
hotel-body: Δωμάτια εὐάερα καὶ εὐήλια ἀπὸ Δραχμὰς 1—1,25καὶ 1,50. Δωμάτια μὲ δύο κλίνας Δραχ. 2,1/2. Δωμάτια μὲ τρεῖς κλίνας Δρ. 3. Ὑπηρεσία πρόθυμος. Ὁ Διευθυντὴς bbox=[1069, 1478, 1311, 1532]
rate-row bbox=[40, 335, 282, 347]
ent-address: Ὁδὸς Πατησίων 45 bbox=[1138, 1654, 1242, 1667]
rate-value: — bbox=[270, 408, 280, 420]
rate-row bbox=[40, 707, 282, 719]
rate-name: Πανελλήνιον Ἀτμοπλ. bbox=[42, 432, 155, 444]
arab-body: ΚΩΝ)ΠΟΛΙΣ, 30 Ἰανουαρίου. (Ἰδιαίτ. τηλεγράφημα «Σκρὶπ»).—Εἰς τὴν Βουλὴν κατόπιν τῶν νέων νομοσχεδίων τῆς Κυβερνήσεως ἐσημειώθη κίνησις ἐναντίον τῆς Κυβερνήσεως ἐκ μέρους τῶν Ἀράβων βουλευτῶν ἐπειδὴ ζητοῦν τὴν ἀνάληψιν ἐφαρμογῆς προγράμματος τελείας αὐτοδιοικήσεως. bbox=[1064, 1186, 1316, 1293]
blessing-body: Προσεβλήθη χθὲς ἐξ εὐλογίας ἡ 16έτις Αἰκατερίνη Μένη, Λένορμαν 20. Διετάχθη ἡ μεταφορὰ της εἰς τὸ εἰδικὸν νοσοκομεῖον. bbox=[553, 909, 790, 948]
ent-heading: ΩΤΙΚΑΙ, ΛΑΡΥΓΓΙΚΑΙ bbox=[1112, 1565, 1268, 1582]
rate-name: Ἐμπορικὴ Τράπεζα τῆς Ἑλλάδο bbox=[42, 292, 202, 304]
rate-value: 428.— bbox=[247, 243, 280, 255]
rate-name: Γαλλικὴ ράντα bbox=[42, 759, 119, 771]
rate-value: 25.18 bbox=[251, 537, 280, 549]
last-hour-body: ψήφισιν τοῦ ἐργοστασίου τοῦ Στρατοῦ καὶ μετὰ τὴν διασπείσιν αὐτοῦ διὰ ἐνεργηθῶσιν καὶ ἕτεροι προϋπονομοὶ καυτότερον ἀξιωματικοῖς τῆς ξηρᾶς πρὸς παλίξομεν τὸν ὑπολλεπον ἐν τῷ στρατῷ κενόν. bbox=[40, 961, 282, 1028]
hotel-ad bbox=[1064, 1415, 1316, 1556]
shops-heading: ΕΠΙΘΕΣΙΣ ΚΑΤΑ ΒΙΣΠΑΚΤΟΡΟΣ bbox=[329, 1186, 507, 1199]
rate-name: Πρωτοπείων τῆς σταφίδος bbox=[42, 481, 178, 493]
cables-heading: ΕΠΙΣΗΜΑ ΤΗΛΕΓΡΑΦΗΜΑΤΑ bbox=[336, 865, 500, 878]
rate-value: 76.— bbox=[254, 347, 280, 359]
rate-name: Μονοπωλίου 4 0|0 bbox=[42, 707, 137, 719]
bulgarian-heading-3: ΚΙΝΔΥΝΟΣ ΥΠΟΥΡΓΙΚΗΣ ΚΡΙΣΕΩΣ bbox=[932, 1090, 1450, 1120]
currency-section-title: ΝΟΜΙΣΜΑΤΑ bbox=[122, 509, 200, 523]
column-rule bbox=[795, 110, 796, 2110]
rate-value: 59.50 bbox=[251, 796, 280, 808]
london-table bbox=[40, 671, 282, 732]
rate-row bbox=[40, 845, 282, 857]
pact-heading: Η ΑΥΣΤΡΟΡΩΣΣΙΚΗ ΣΥΜΦΩΝΙΑ bbox=[1271, 538, 1509, 555]
rate-value: 32.— bbox=[254, 384, 280, 396]
rate-row bbox=[40, 348, 282, 360]
rate-value: 123.75 bbox=[245, 231, 280, 243]
albanians-title: ΟΙ ΑΛΒΑΝΟΙ bbox=[87, 1554, 235, 1580]
ent-ad bbox=[1064, 1560, 1316, 1695]
rate-name: Ἑλλ.Ἀτμ.καλ.Ἀτμ.Ἔργων bbox=[42, 371, 170, 383]
bulg-body: ΚΩΝ)ΠΟΛΙΣ, 30 Ἰανουαρίου (Ἰδιαίτερον τηλεγρ. «Σκρὶπ»).—Οἱ Βούλγαροι βουλευταὶ ἐπιμένουν ὅπως ἡ Κυβέρνησις ἐξετάσῃ τὸ ζήτημα τῶν καθισταμένων ἐκκλησιῶν καὶ προτείνῃ νέον νομοσχέδιον. Ἐπὶ τοῦ ζητήματος ἐπῆλθε ἡ διαίρεσις τῆς Κυβερνήσεως. bbox=[1328, 1186, 1580, 1279]
rate-row bbox=[40, 433, 282, 445]
shops-body: Εἰς τὸ μεταξὺ δὲ ὅμως κατὰ καθ᾽ ὃν τοῦ ἐγκατέστησαν εἰς τὸ Δαμαρτιον τὸ δημόσιος φόρος, ἀπηγόρευσαν οὐδέποτε ἀποδοθῆναι, ὁ λαὸς ἠθέλησε νὰ λιθοβολήσῃ τὸ κατάστημα. Εὐτυχῶς δὲν ὑπῆρξαν θύματα. Ἡ ἀστυνομία ἐλήφθη ἀμέσως τὰ κατάλληλα μέτρα καὶ ἡ τάξις ἀποκατεστάθη μετ᾽ ὀλίγον. bbox=[294, 1201, 542, 1294]
rate-name: Σιδηρ. Ἀθηνῶν-Πειραιῶς bbox=[42, 323, 169, 335]
rate-name: Βέρνον bbox=[42, 605, 79, 617]
rate-name: Τράπεζα Ἀθηνῶν bbox=[42, 231, 128, 243]
blessing-heading-2: ΕΥΛΟΓΙΑΣ bbox=[610, 884, 733, 906]
storm-title: ΑΓΡΙΑ ΚΑΤΑΙΓΙΣ bbox=[82, 1035, 240, 1057]
stock-exchange-title: ΧΡΗΜΑΤΙΣΤΗΡΙΟΝ bbox=[40, 112, 329, 143]
rate-name: Ἱερατικοὶ τίτλοι bbox=[42, 493, 126, 505]
last-hour-text: Θεσσαλίας 120.— Ἀθηνῶν 125.— Ἠλεκτρικῆς 110.50.Πελοποννήσου 76.25 Λαυρίου 59.50 bbox=[40, 912, 282, 952]
rate-name: Ἑλλ. Ἑτ. Μεταλλείων bbox=[42, 384, 154, 396]
rate-value: 000.— bbox=[247, 832, 280, 844]
rate-name: Ὑδραυλ.Δανεῖον20,000,000 bbox=[42, 279, 184, 291]
danger-heading-2: ΚΑΘ᾽ ΟΛΗΝ ΤΗΝ ΠΡΩΣΣΙΑΝ bbox=[865, 641, 1127, 662]
signature: Μ. Χ. bbox=[1153, 601, 1186, 615]
rate-name: Ρωσσικὴ ράντα 4 0|0 bbox=[42, 771, 150, 783]
cards-address: Εὐριπίδου 5 — Ἀθῆναι bbox=[1394, 1680, 1514, 1693]
bulgarian-heading-2: Ο ΕΞΑΡΧΟΣ ΕΓΚΑΘΙΣΤΑΤΑΙ ΟΡΙΣΤΙΚΩΣ ΕΝ ΚΩΝ)ΠΟΛΕΙ bbox=[834, 1060, 1548, 1089]
